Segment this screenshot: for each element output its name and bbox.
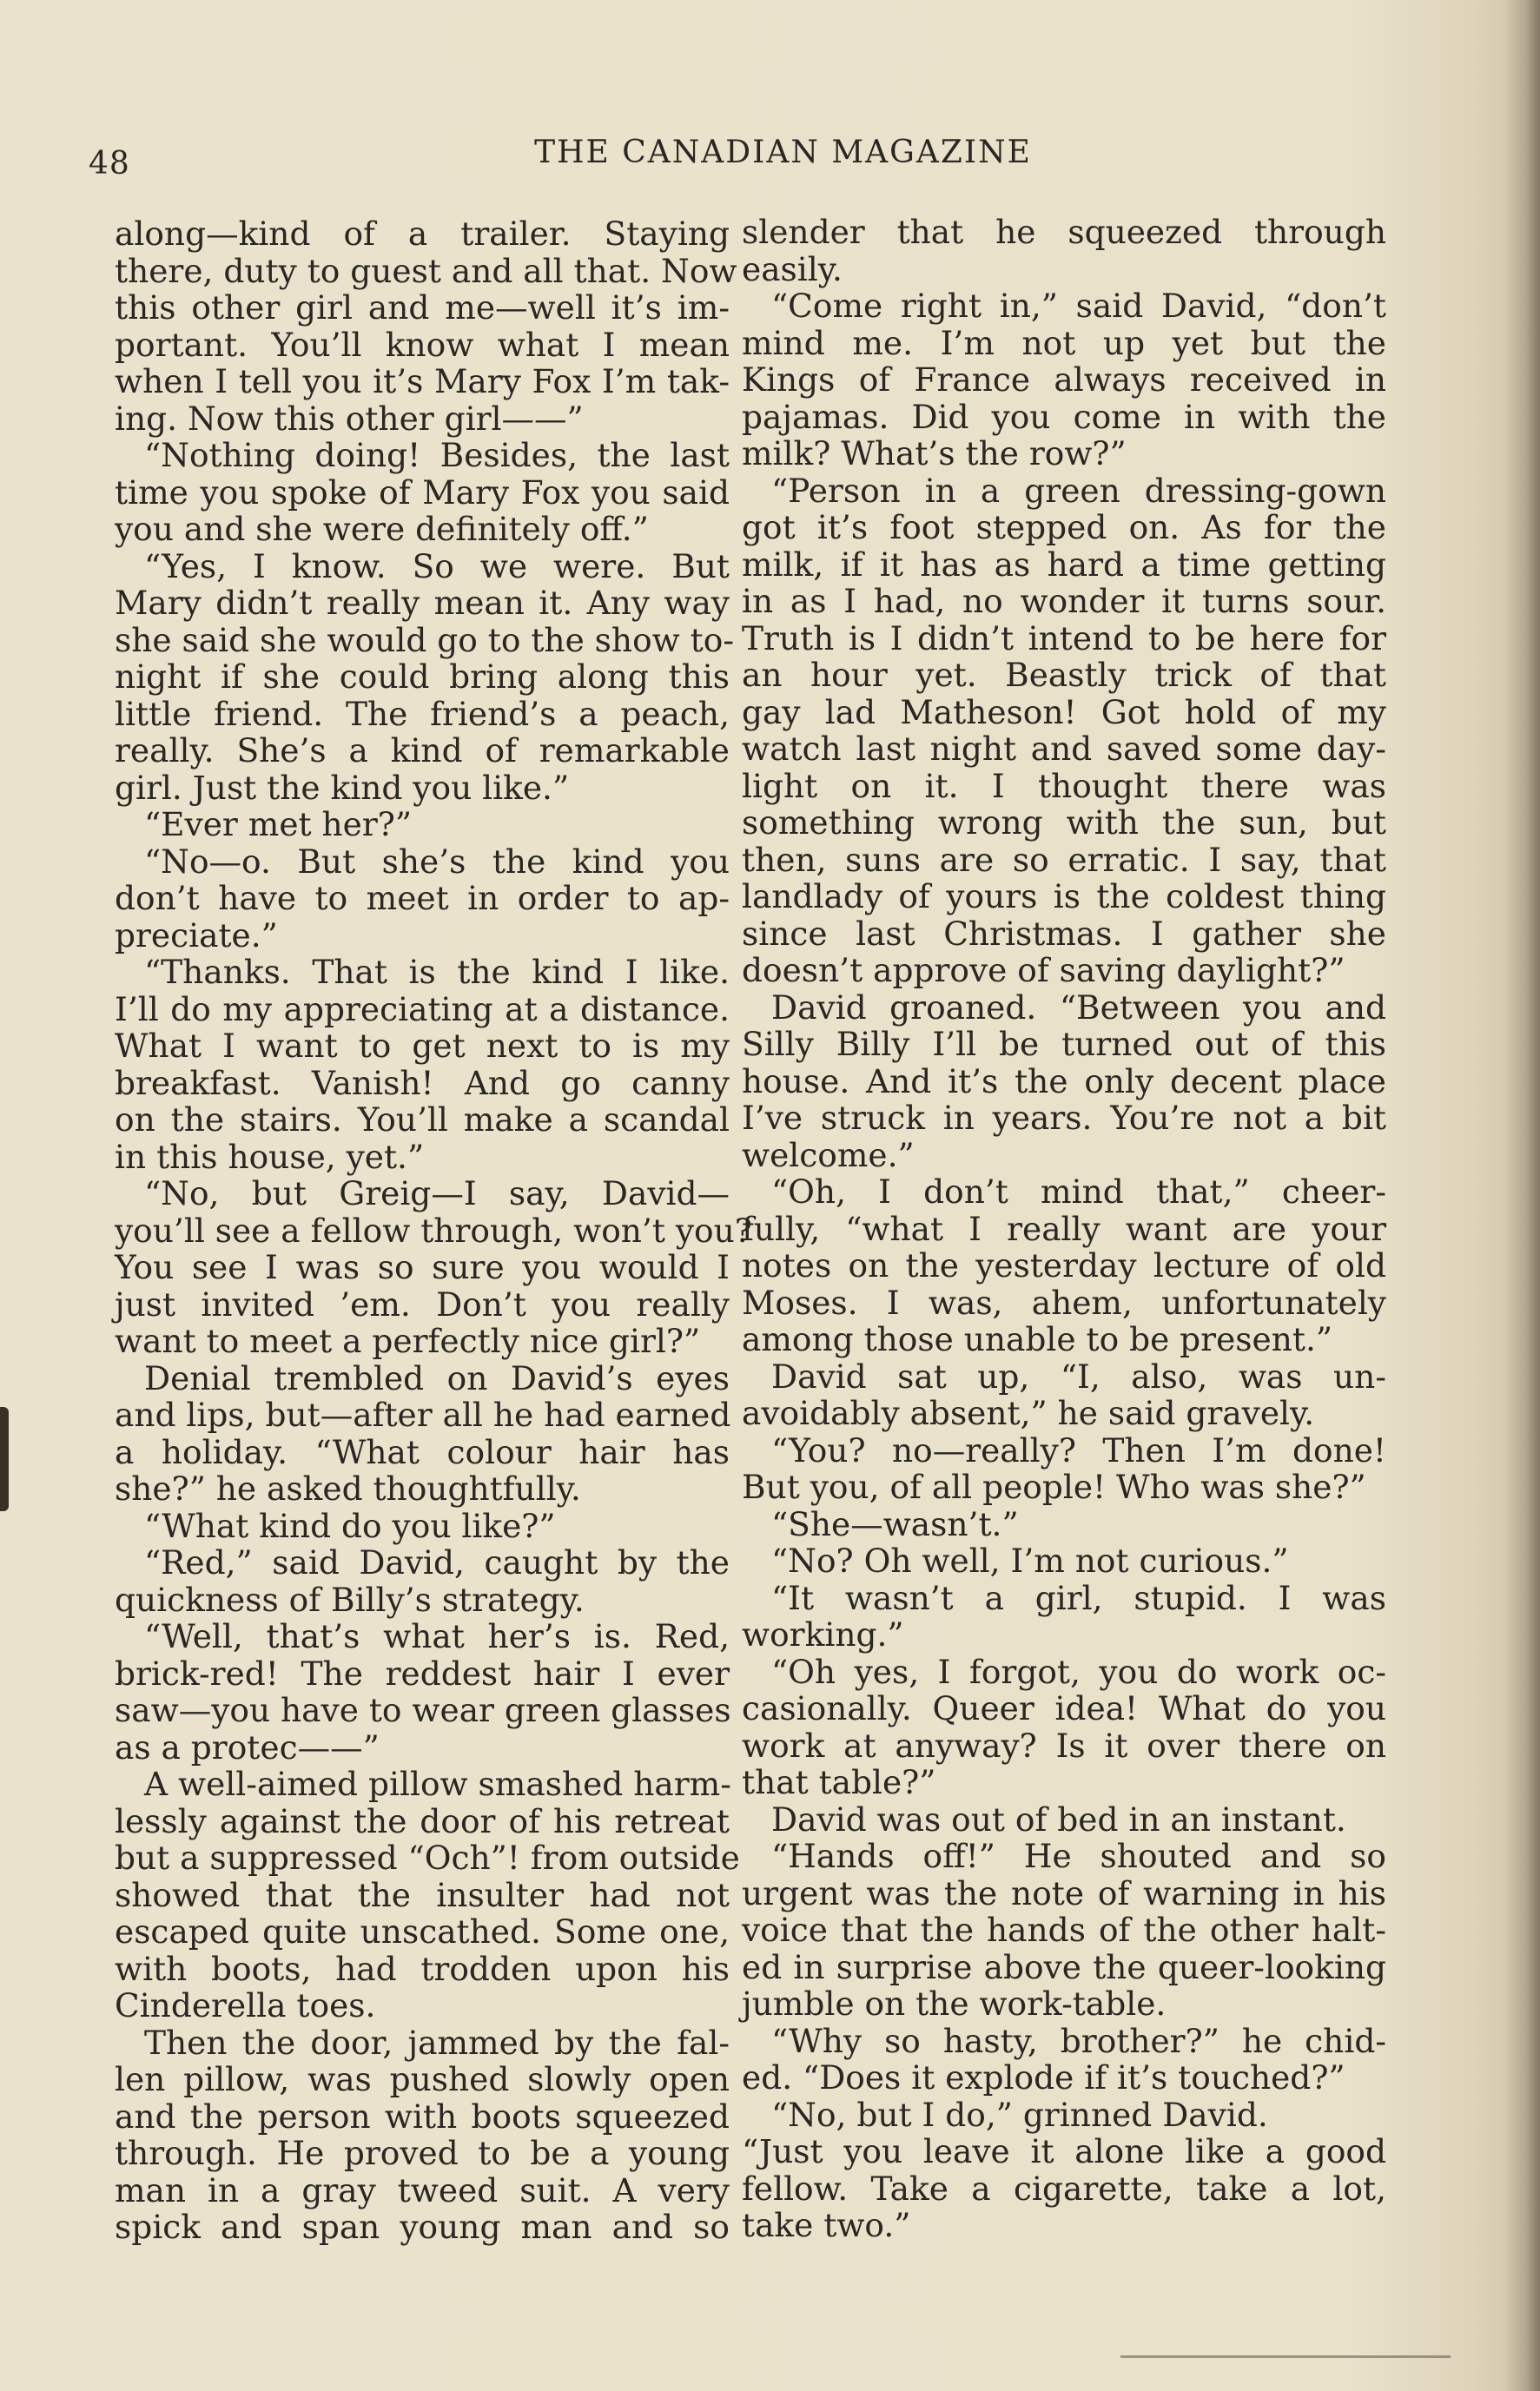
text-line: fully, “what I really want are your (742, 1209, 1386, 1248)
text-line: Silly Billy I’ll be turned out of this (742, 1025, 1386, 1063)
text-line: “Ever met her?” (144, 805, 413, 843)
page-number: 48 (89, 146, 130, 182)
text-line: man in a gray tweed suit. A very (115, 2170, 730, 2209)
text-line: through. He proved to be a young (115, 2134, 730, 2172)
text-line: “It wasn’t a girl, stupid. I was (771, 1578, 1386, 1617)
text-line: doesn’t approve of saving daylight?” (742, 951, 1345, 989)
text-line: David groaned. “Between you and (771, 987, 1386, 1027)
text-line: “No? Oh well, I’m not curious.” (771, 1542, 1289, 1580)
text-line: then, suns are so erratic. I say, that (742, 840, 1386, 879)
text-line: urgent was the note of warning in his (742, 1873, 1386, 1912)
text-line: “Yes, I know. So we were. But (144, 546, 730, 585)
text-line: and lips, but—after all he had earned (115, 1396, 731, 1434)
text-line: “She—wasn’t.” (771, 1504, 1019, 1543)
text-line: fellow. Take a cigarette, take a lot, (742, 2169, 1386, 2208)
text-line: Kings of France always received in (742, 360, 1386, 399)
text-line: girl. Just the kind you like.” (115, 768, 570, 807)
page-edge-shadow (1505, 0, 1540, 2391)
text-line: an hour yet. Beastly trick of that (742, 656, 1386, 694)
text-line: she said she would go to the show to- (115, 620, 734, 659)
text-line: when I tell you it’s Mary Fox I’m tak- (115, 362, 730, 400)
text-line: “You? no—really? Then I’m done! (771, 1430, 1386, 1470)
text-line: Moses. I was, ahem, unfortunately (742, 1283, 1386, 1322)
text-line: in as I had, no wonder it turns sour. (742, 582, 1386, 620)
text-line: watch last night and saved some day- (742, 730, 1386, 768)
text-line: “Oh yes, I forgot, you do work oc- (771, 1652, 1386, 1691)
text-line: notes on the yesterday lecture of old (742, 1246, 1386, 1285)
text-line: Cinderella toes. (115, 1986, 376, 2024)
text-line: night if she could bring along this (115, 657, 730, 696)
text-line: saw—you have to wear green glasses (115, 1691, 731, 1729)
text-line: showed that the insulter had not (115, 1875, 730, 1914)
text-line: quickness of Billy’s strategy. (115, 1580, 585, 1619)
text-line: take two.” (742, 2206, 911, 2244)
text-line: “Hands off!” He shouted and so (771, 1837, 1386, 1875)
text-line: that table?” (742, 1763, 936, 1801)
footer-rule (1120, 2355, 1451, 2358)
text-line: since last Christmas. I gather she (742, 914, 1386, 953)
text-line: “Oh, I don’t mind that,” cheer- (771, 1172, 1386, 1211)
text-line: little friend. The friend’s a peach, (115, 694, 730, 733)
text-line: ed. “Does it explode if it’s touched?” (742, 2058, 1345, 2097)
text-line: But you, of all people! Who was she?” (742, 1468, 1366, 1506)
text-line: really. She’s a kind of remarkable (115, 731, 730, 769)
text-line: Truth is I didn’t intend to be here for (742, 618, 1386, 657)
text-line: along—kind of a trailer. Staying (115, 215, 730, 253)
text-line: with boots, had trodden upon his (115, 1949, 730, 1988)
text-line: “No, but Greig—I say, David— (144, 1174, 730, 1212)
running-head: THE CANADIAN MAGAZINE (534, 135, 1032, 170)
text-line: avoidably absent,” he said gravely. (742, 1394, 1315, 1432)
text-line: don’t have to meet in order to ap- (115, 879, 730, 917)
text-line: jumble on the work-table. (742, 1985, 1167, 2023)
text-line: in this house, yet.” (115, 1137, 425, 1176)
text-line: you and she were definitely off.” (115, 510, 649, 548)
text-line: “Person in a green dressing-gown (771, 471, 1386, 510)
text-line: want to meet a perfectly nice girl?” (115, 1322, 701, 1360)
text-line: something wrong with the sun, but (742, 803, 1386, 842)
text-line: “Why so hasty, brother?” he chid- (771, 2021, 1386, 2060)
text-line: You see I was so sure you would I (115, 1248, 730, 1286)
text-line: working.” (742, 1615, 904, 1654)
text-line: just invited ’em. Don’t you really (115, 1285, 730, 1324)
text-line: on the stairs. You’ll make a scandal (115, 1100, 730, 1139)
text-line: house. And it’s the only decent place (742, 1061, 1386, 1100)
text-line: landlady of yours is the coldest thing (742, 877, 1386, 915)
text-line: What I want to get next to is my (115, 1027, 730, 1065)
text-line: voice that the hands of the other halt- (742, 1911, 1386, 1949)
text-line: “What kind do you like?” (144, 1506, 556, 1545)
text-line: milk, if it has as hard a time getting (742, 545, 1386, 584)
text-line: lessly against the door of his retreat (115, 1801, 730, 1840)
text-line: David sat up, “I, also, was un- (771, 1357, 1386, 1396)
text-line: I’ve struck in years. You’re not a bit (742, 1099, 1386, 1137)
text-line: milk? What’s the row?” (742, 434, 1127, 472)
text-line: a holiday. “What colour hair has (115, 1432, 730, 1471)
text-line: and the person with boots squeezed (115, 2097, 730, 2136)
text-line: ing. Now this other girl——” (115, 399, 584, 438)
text-line: “Come right in,” said David, “don’t (771, 287, 1386, 325)
text-line: got it’s foot stepped on. As for the (742, 508, 1386, 546)
left-text-column (115, 215, 752, 2246)
text-line: slender that he squeezed through (742, 213, 1386, 251)
text-line: Mary didn’t really mean it. Any way (115, 584, 730, 622)
text-line: David was out of bed in an instant. (771, 1800, 1346, 1839)
text-line: escaped quite unscathed. Some one, (115, 1912, 730, 1951)
text-line: ed in surprise above the queer-looking (742, 1947, 1386, 1986)
text-line: I’ll do my appreciating at a distance. (115, 989, 730, 1028)
text-line: there, duty to guest and all that. Now (115, 251, 737, 290)
text-line: portant. You’ll know what I mean (115, 325, 730, 364)
text-line: this other girl and me—well it’s im- (115, 288, 730, 327)
text-line: gay lad Matheson! Got hold of my (742, 692, 1386, 731)
text-line: work at anyway? Is it over there on (742, 1726, 1386, 1765)
text-line: easily. (742, 249, 843, 288)
binding-mark (0, 1407, 9, 1511)
text-line: “Well, that’s what her’s is. Red, (144, 1617, 730, 1655)
text-line: preciate.” (115, 915, 278, 954)
text-line: len pillow, was pushed slowly open (115, 2060, 730, 2098)
right-text-column (742, 214, 1386, 2244)
text-line: welcome.” (742, 1135, 915, 1174)
text-line: “No—o. But she’s the kind you (144, 842, 730, 881)
text-line: Then the door, jammed by the fal- (144, 2023, 730, 2062)
text-line: she?” he asked thoughtfully. (115, 1470, 581, 1508)
text-line: mind me. I’m not up yet but the (742, 323, 1386, 362)
text-line: you’ll see a fellow through, won’t you? (115, 1211, 752, 1250)
text-line: “Thanks. That is the kind I like. (144, 953, 730, 991)
text-line: “Just you leave it alone like a good (742, 2132, 1386, 2170)
text-line: “No, but I do,” grinned David. (771, 2095, 1268, 2134)
text-line: as a protec——” (115, 1727, 380, 1767)
text-line: light on it. I thought there was (742, 766, 1386, 805)
text-line: “Red,” said David, caught by the (144, 1543, 730, 1582)
text-line: Denial trembled on David’s eyes (144, 1358, 730, 1397)
text-line: spick and span young man and so (115, 2208, 730, 2246)
text-line: but a suppressed “Och”! from outside (115, 1839, 740, 1877)
text-line: brick-red! The reddest hair I ever (115, 1654, 730, 1693)
text-line: casionally. Queer idea! What do you (742, 1689, 1386, 1727)
text-line: pajamas. Did you come in with the (742, 397, 1386, 436)
text-line: “Nothing doing! Besides, the last (144, 436, 730, 474)
text-line: time you spoke of Mary Fox you said (115, 472, 730, 512)
text-line: A well-aimed pillow smashed harm- (144, 1765, 731, 1803)
text-line: breakfast. Vanish! And go canny (115, 1063, 730, 1102)
text-line: among those unable to be present.” (742, 1320, 1333, 1358)
